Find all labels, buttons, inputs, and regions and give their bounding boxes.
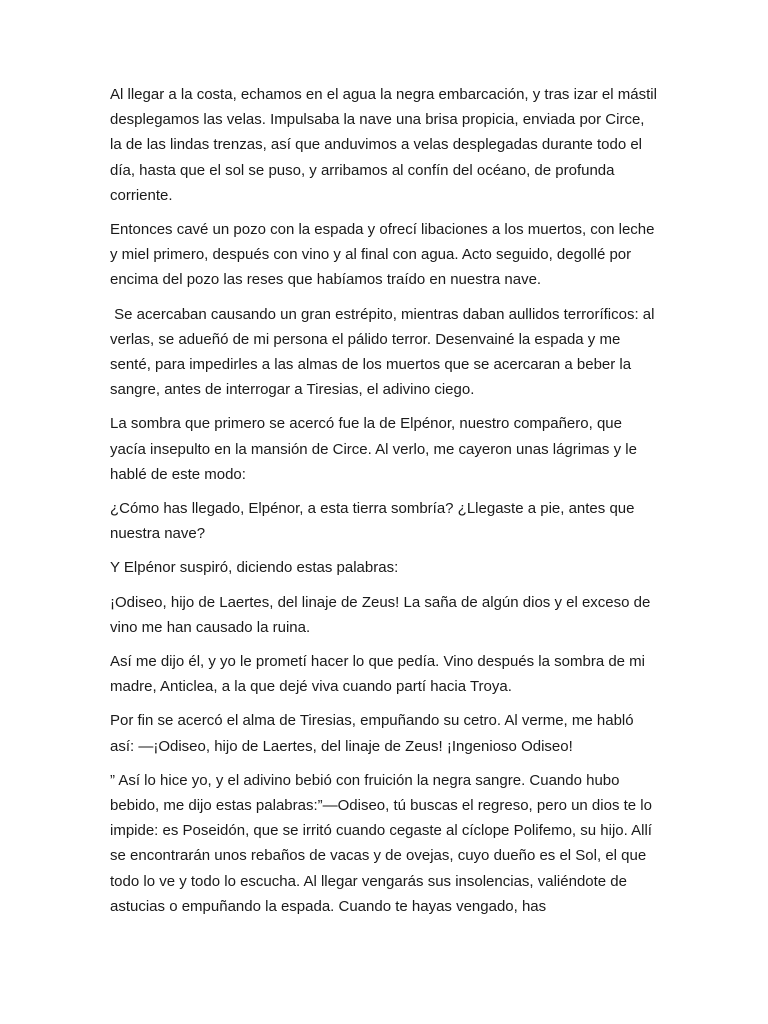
paragraph-4: La sombra que primero se acercó fue la de Elpénor, nuestro compañero, que yacía insepulto en la mansión de Circe. Al verlo, me cayeron unas lágrimas y le hablé de este modo: [110,415,637,483]
paragraph-6: Y Elpénor suspiró, diciendo estas palabras: [110,559,399,577]
paragraph-8: Así me dijo él, y yo le prometí hacer lo que pedía. Vino después la sombra de mi madre, Anticlea, a la que dejé viva cuando partí hacia Troya. [110,653,646,696]
document-body [110,82,658,928]
paragraph-10: ” Así lo hice yo, y el adivino bebió con fruición la negra sangre. Cuando hubo bebido, me dijo estas palabras:”—Odiseo, tú buscas el regreso, pero un dios te lo impide: es Poseidón, que se irritó cuando cegaste al cíclope Polifemo, su hijo. Allí se encontrarán unos rebaños de vacas y de ovejas, cuyo dueño es el Sol, el que todo lo ve y todo lo escucha. Al llegar vengarás sus insolencias, valiéndote de astucias o empuñando la espada. Cuando te hayas vengado, has [110,771,652,915]
paragraph-9: Por fin se acercó el alma de Tiresias, empuñando su cetro. Al verme, me habló así: —¡Odiseo, hijo de Laertes, del linaje de Zeus! ¡Ingenioso Odiseo! [110,712,634,755]
paragraph-3: Se acercaban causando un gran estrépito, mientras daban aullidos terroríficos: al verlas, se adueñó de mi persona el pálido terror. Desenvainé la espada y me senté, para impedirles a las almas de los muertos que se acercaran a beber la sangre, antes de interrogar a Tiresias, el adivino ciego. [110,305,659,399]
paragraph-5: ¿Cómo has llegado, Elpénor, a esta tierra sombría? ¿Llegaste a pie, antes que nuestra nave? [110,500,635,543]
paragraph-2: Entonces cavé un pozo con la espada y ofrecí libaciones a los muertos, con leche y miel primero, después con vino y al final con agua. Acto seguido, degollé por encima del pozo las reses que habíamos traído en nuestra nave. [110,221,655,289]
paragraph-7: ¡Odiseo, hijo de Laertes, del linaje de Zeus! La saña de algún dios y el exceso de vino me han causado la ruina. [110,593,651,636]
paragraph-1: Al llegar a la costa, echamos en el agua la negra embarcación, y tras izar el mástil desplegamos las velas. Impulsaba la nave una brisa propicia, enviada por Circe, la de las lindas trenzas, así que anduvimos a velas desplegadas durante todo el día, hasta que el sol se puso, y arribamos al confín del océano, de profunda corriente. [110,86,657,204]
